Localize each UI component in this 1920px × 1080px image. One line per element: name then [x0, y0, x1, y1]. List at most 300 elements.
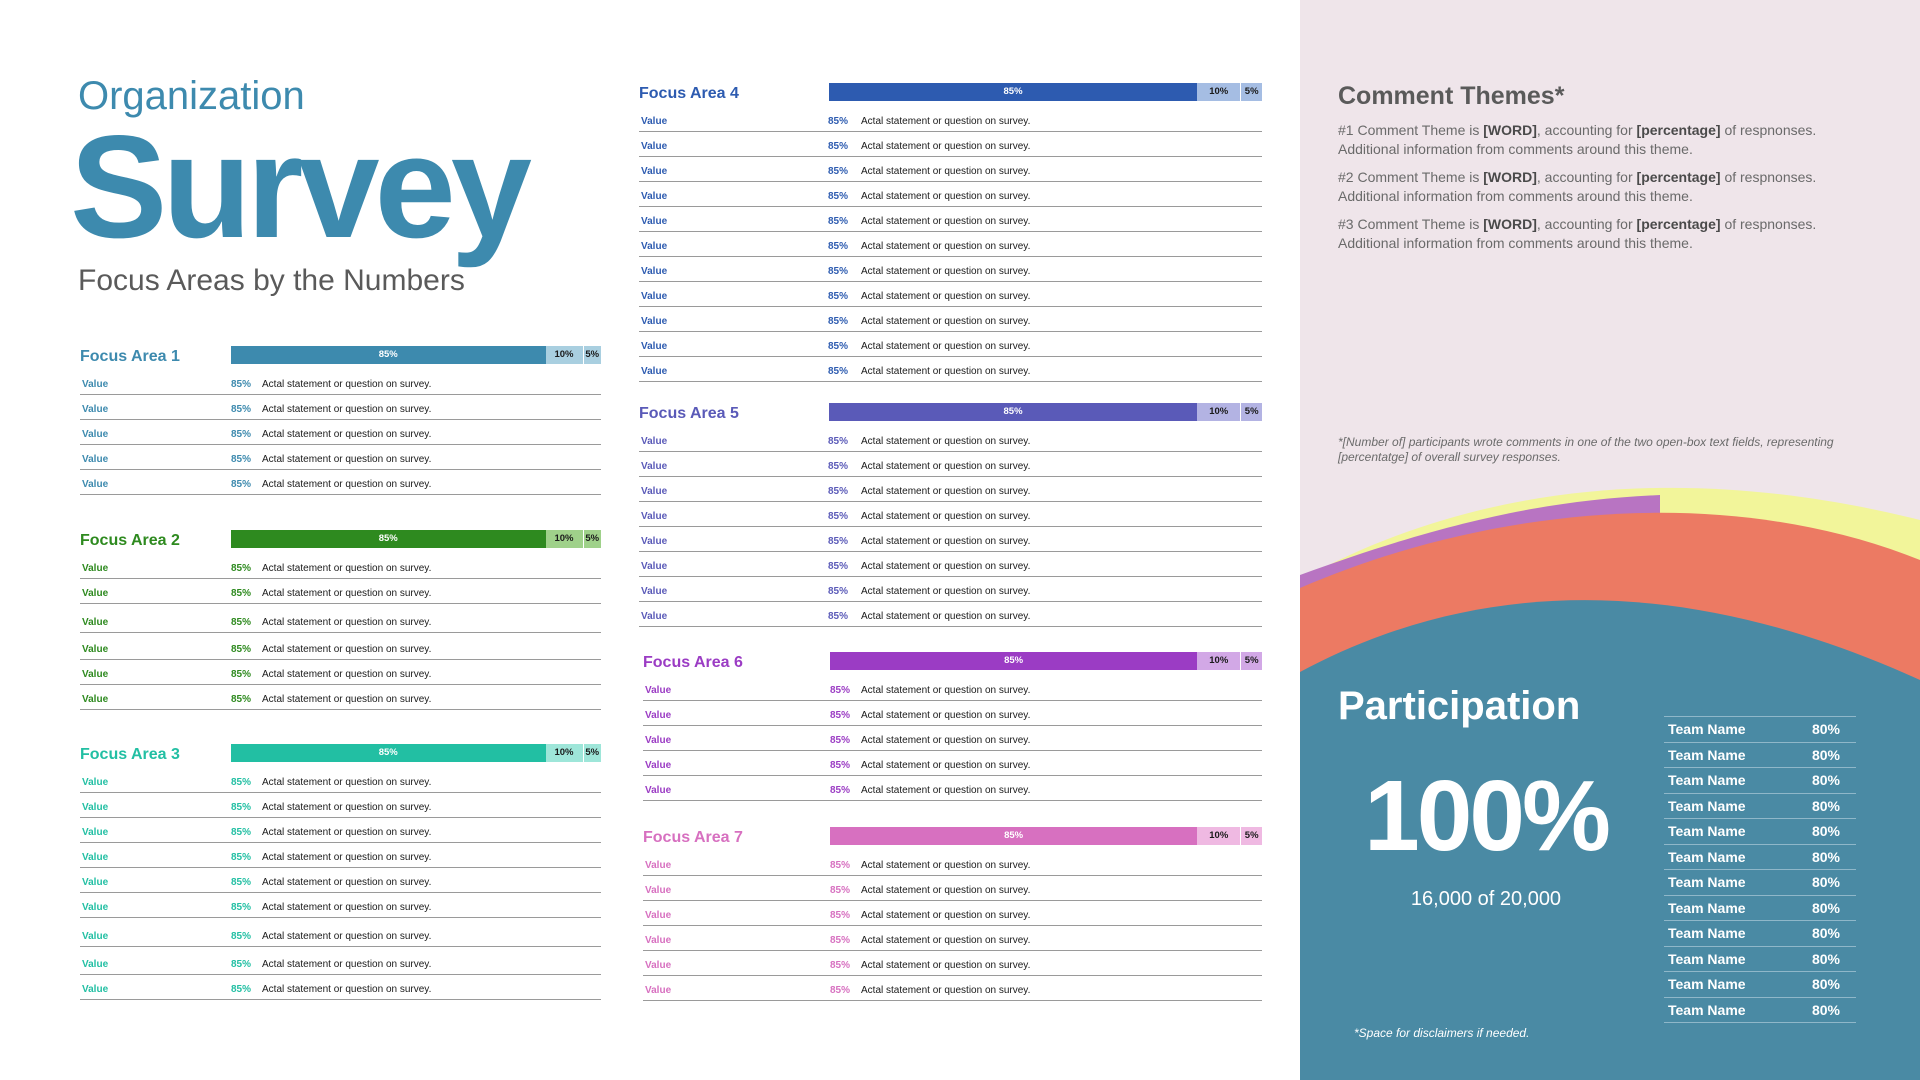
page-title: Survey: [70, 105, 527, 268]
row-percentage: 85%: [231, 877, 252, 888]
table-row: [639, 132, 1262, 157]
row-percentage: 85%: [828, 366, 849, 377]
row-label: Value: [641, 216, 668, 227]
row-label: Value: [82, 802, 109, 813]
table-row: [643, 726, 1262, 751]
table-row: [639, 602, 1262, 627]
team-percentage: 80%: [1811, 721, 1840, 737]
focus-area-title: Focus Area 3: [80, 746, 180, 763]
row-statement: Actal statement or question on survey.: [861, 860, 1031, 871]
row-statement: Actal statement or question on survey.: [262, 379, 432, 390]
table-row: [639, 232, 1262, 257]
row-label: Value: [82, 852, 109, 863]
row-percentage: 85%: [830, 960, 851, 971]
row-statement: Actal statement or question on survey.: [861, 511, 1031, 522]
row-label: Value: [641, 241, 668, 252]
theme-percentage: [percentage]: [1636, 216, 1721, 232]
team-name: Team Name: [1668, 899, 1746, 916]
table-row: [80, 420, 601, 445]
row-percentage: 85%: [828, 511, 849, 522]
row-percentage: 85%: [828, 216, 849, 227]
table-row: [643, 876, 1262, 901]
focus-area-4: [639, 83, 1262, 382]
focus-area-header: [80, 744, 601, 768]
row-label: Value: [641, 586, 668, 597]
row-percentage: 85%: [830, 860, 851, 871]
bar-segment-neutral: 10%: [546, 346, 583, 364]
team-row: [1664, 947, 1856, 973]
row-percentage: 85%: [231, 852, 252, 863]
table-row: [639, 527, 1262, 552]
team-row: [1664, 743, 1856, 769]
row-label: Value: [641, 191, 668, 202]
comment-themes-footnote: *[Number of] participants wrote comments in one of the two open-box text fields, representing [percentatge] of overall survey responses.: [1338, 435, 1834, 464]
row-percentage: 85%: [828, 316, 849, 327]
table-row: [639, 452, 1262, 477]
row-statement: Actal statement or question on survey.: [861, 141, 1031, 152]
row-statement: Actal statement or question on survey.: [861, 586, 1031, 597]
focus-area-header: [80, 530, 601, 554]
row-label: Value: [645, 685, 672, 696]
bar-segment-neutral: 10%: [1197, 403, 1240, 421]
row-label: Value: [82, 454, 109, 465]
focus-area-title: Focus Area 4: [639, 85, 739, 102]
row-percentage: 85%: [231, 802, 252, 813]
focus-area-1: [80, 346, 601, 495]
focus-area-bar: [830, 652, 1262, 670]
focus-area-title: Focus Area 6: [643, 654, 743, 671]
table-row: [639, 257, 1262, 282]
theme-prefix: #2 Comment Theme is: [1338, 169, 1484, 185]
row-label: Value: [641, 536, 668, 547]
row-label: Value: [82, 479, 109, 490]
table-row: [643, 676, 1262, 701]
row-percentage: 85%: [828, 241, 849, 252]
row-label: Value: [641, 116, 668, 127]
row-statement: Actal statement or question on survey.: [262, 984, 432, 995]
row-statement: Actal statement or question on survey.: [861, 960, 1031, 971]
row-percentage: 85%: [231, 931, 252, 942]
bar-segment-positive: 85%: [829, 403, 1197, 421]
focus-area-6: [643, 652, 1262, 801]
team-percentage: 80%: [1811, 797, 1840, 814]
table-row: [643, 951, 1262, 976]
row-percentage: 85%: [828, 291, 849, 302]
row-statement: Actal statement or question on survey.: [861, 536, 1031, 547]
row-statement: Actal statement or question on survey.: [861, 486, 1031, 497]
row-percentage: 85%: [231, 984, 252, 995]
row-statement: Actal statement or question on survey.: [262, 429, 432, 440]
focus-area-title: Focus Area 7: [643, 829, 743, 846]
row-percentage: 85%: [231, 644, 252, 655]
row-label: Value: [82, 563, 109, 574]
theme-suffix: of respnonses. Additional information from comments around this theme.: [1338, 216, 1817, 251]
row-label: Value: [82, 669, 109, 680]
row-label: Value: [82, 777, 109, 788]
theme-percentage: [percentage]: [1636, 169, 1721, 185]
focus-area-header: [643, 652, 1262, 676]
row-percentage: 85%: [828, 116, 849, 127]
row-label: Value: [82, 827, 109, 838]
row-statement: Actal statement or question on survey.: [262, 404, 432, 415]
row-percentage: 85%: [231, 454, 252, 465]
team-percentage: 80%: [1811, 925, 1840, 941]
table-row: [639, 427, 1262, 452]
focus-area-title: Focus Area 1: [80, 348, 180, 365]
row-label: Value: [82, 588, 109, 599]
table-row: [80, 370, 601, 395]
team-percentage: 80%: [1811, 1001, 1840, 1018]
team-name: Team Name: [1668, 848, 1746, 865]
focus-area-5: [639, 403, 1262, 627]
row-statement: Actal statement or question on survey.: [861, 366, 1031, 377]
row-label: Value: [645, 960, 672, 971]
table-row: [80, 918, 601, 947]
row-percentage: 85%: [231, 617, 252, 628]
row-statement: Actal statement or question on survey.: [861, 461, 1031, 472]
theme-percentage: [percentage]: [1636, 122, 1721, 138]
focus-area-bar: [231, 530, 601, 548]
org-label: Organization: [78, 74, 305, 118]
row-percentage: 85%: [830, 785, 851, 796]
table-row: [643, 701, 1262, 726]
row-percentage: 85%: [231, 777, 252, 788]
row-label: Value: [82, 404, 109, 415]
theme-word: [WORD]: [1483, 122, 1537, 138]
row-label: Value: [641, 366, 668, 377]
row-percentage: 85%: [231, 429, 252, 440]
table-row: [80, 470, 601, 495]
row-percentage: 85%: [828, 461, 849, 472]
focus-area-header: [80, 346, 601, 370]
row-statement: Actal statement or question on survey.: [861, 935, 1031, 946]
focus-area-bar: [830, 827, 1262, 845]
table-row: [80, 554, 601, 579]
team-name: Team Name: [1668, 950, 1746, 967]
row-label: Value: [641, 561, 668, 572]
table-row: [643, 976, 1262, 1001]
row-percentage: 85%: [830, 710, 851, 721]
theme-suffix: of respnonses. Additional information from comments around this theme.: [1338, 169, 1817, 204]
row-label: Value: [82, 644, 109, 655]
table-row: [80, 843, 601, 868]
table-row: [80, 445, 601, 470]
table-row: [80, 579, 601, 604]
row-label: Value: [641, 341, 668, 352]
focus-area-bar: [829, 83, 1262, 101]
row-statement: Actal statement or question on survey.: [262, 669, 432, 680]
row-label: Value: [645, 710, 672, 721]
team-row: [1664, 870, 1856, 896]
table-row: [80, 633, 601, 660]
row-percentage: 85%: [830, 735, 851, 746]
row-percentage: 85%: [830, 935, 851, 946]
disclaimer: *Space for disclaimers if needed.: [1354, 1026, 1530, 1040]
row-percentage: 85%: [231, 827, 252, 838]
row-statement: Actal statement or question on survey.: [861, 985, 1031, 996]
bar-segment-neutral: 10%: [546, 744, 583, 762]
comment-themes-title: Comment Themes*: [1338, 82, 1565, 110]
focus-area-title: Focus Area 5: [639, 405, 739, 422]
table-row: [639, 182, 1262, 207]
bar-segment-negative: 5%: [583, 744, 602, 762]
row-label: Value: [645, 985, 672, 996]
theme-prefix: #3 Comment Theme is: [1338, 216, 1484, 232]
row-label: Value: [82, 902, 109, 913]
table-row: [80, 685, 601, 710]
row-percentage: 85%: [231, 479, 252, 490]
row-label: Value: [641, 611, 668, 622]
participation-rate: 100%: [1364, 760, 1608, 872]
row-statement: Actal statement or question on survey.: [861, 760, 1031, 771]
team-row: [1664, 998, 1856, 1024]
row-statement: Actal statement or question on survey.: [861, 561, 1031, 572]
row-statement: Actal statement or question on survey.: [262, 563, 432, 574]
table-row: [639, 207, 1262, 232]
row-statement: Actal statement or question on survey.: [861, 611, 1031, 622]
row-statement: Actal statement or question on survey.: [262, 877, 432, 888]
row-statement: Actal statement or question on survey.: [262, 777, 432, 788]
team-row: [1664, 794, 1856, 820]
table-row: [80, 768, 601, 793]
table-row: [80, 604, 601, 633]
page-subtitle: Focus Areas by the Numbers: [78, 264, 465, 297]
row-statement: Actal statement or question on survey.: [861, 710, 1031, 721]
row-percentage: 85%: [231, 563, 252, 574]
row-label: Value: [645, 935, 672, 946]
table-row: [80, 893, 601, 918]
table-row: [639, 502, 1262, 527]
bar-segment-neutral: 10%: [1197, 652, 1240, 670]
team-row: [1664, 896, 1856, 922]
row-percentage: 85%: [231, 902, 252, 913]
team-percentage: 80%: [1811, 848, 1840, 865]
team-name: Team Name: [1668, 976, 1746, 992]
row-statement: Actal statement or question on survey.: [861, 116, 1031, 127]
row-percentage: 85%: [828, 191, 849, 202]
row-percentage: 85%: [830, 985, 851, 996]
team-name: Team Name: [1668, 797, 1746, 814]
table-row: [80, 793, 601, 818]
row-percentage: 85%: [830, 910, 851, 921]
participation-title: Participation: [1338, 684, 1581, 728]
team-name: Team Name: [1668, 772, 1746, 788]
focus-area-bar: [829, 403, 1262, 421]
row-percentage: 85%: [828, 561, 849, 572]
row-percentage: 85%: [231, 669, 252, 680]
table-row: [80, 868, 601, 893]
team-row: [1664, 845, 1856, 871]
table-row: [639, 307, 1262, 332]
row-statement: Actal statement or question on survey.: [861, 735, 1031, 746]
row-label: Value: [641, 486, 668, 497]
row-statement: Actal statement or question on survey.: [262, 852, 432, 863]
table-row: [643, 776, 1262, 801]
participation-count: 16,000 of 20,000: [1410, 888, 1562, 910]
row-percentage: 85%: [830, 685, 851, 696]
team-row: [1664, 819, 1856, 845]
theme-word: [WORD]: [1483, 169, 1537, 185]
row-label: Value: [641, 511, 668, 522]
row-label: Value: [641, 166, 668, 177]
focus-area-2: [80, 530, 601, 710]
row-label: Value: [82, 984, 109, 995]
team-percentage: 80%: [1811, 950, 1840, 967]
row-percentage: 85%: [828, 166, 849, 177]
team-name: Team Name: [1668, 721, 1746, 737]
team-name: Team Name: [1668, 874, 1746, 890]
row-statement: Actal statement or question on survey.: [861, 216, 1031, 227]
focus-area-title: Focus Area 2: [80, 532, 180, 549]
row-statement: Actal statement or question on survey.: [262, 802, 432, 813]
row-percentage: 85%: [828, 486, 849, 497]
row-percentage: 85%: [231, 959, 252, 970]
row-statement: Actal statement or question on survey.: [861, 291, 1031, 302]
row-percentage: 85%: [828, 536, 849, 547]
table-row: [643, 851, 1262, 876]
team-row: [1664, 921, 1856, 947]
focus-area-7: [643, 827, 1262, 1001]
row-statement: Actal statement or question on survey.: [262, 617, 432, 628]
table-row: [639, 477, 1262, 502]
row-label: Value: [82, 429, 109, 440]
focus-area-3: [80, 744, 601, 1000]
bar-segment-positive: 85%: [231, 744, 546, 762]
row-percentage: 85%: [231, 404, 252, 415]
table-row: [639, 577, 1262, 602]
row-statement: Actal statement or question on survey.: [262, 644, 432, 655]
row-label: Value: [82, 877, 109, 888]
row-label: Value: [645, 860, 672, 871]
row-percentage: 85%: [828, 586, 849, 597]
focus-area-header: [639, 403, 1262, 427]
right-panel: [1300, 0, 1920, 1080]
row-statement: Actal statement or question on survey.: [262, 588, 432, 599]
table-row: [80, 395, 601, 420]
row-percentage: 85%: [231, 694, 252, 705]
row-statement: Actal statement or question on survey.: [262, 694, 432, 705]
table-row: [639, 282, 1262, 307]
team-percentage: 80%: [1811, 899, 1840, 916]
row-statement: Actal statement or question on survey.: [861, 266, 1031, 277]
theme-word: [WORD]: [1483, 216, 1537, 232]
row-statement: Actal statement or question on survey.: [861, 316, 1031, 327]
team-row: [1664, 972, 1856, 998]
bar-segment-positive: 85%: [829, 83, 1197, 101]
row-label: Value: [645, 785, 672, 796]
table-row: [639, 552, 1262, 577]
row-statement: Actal statement or question on survey.: [262, 827, 432, 838]
row-label: Value: [82, 959, 109, 970]
table-row: [639, 332, 1262, 357]
row-percentage: 85%: [231, 588, 252, 599]
bar-segment-neutral: 10%: [1197, 83, 1240, 101]
row-percentage: 85%: [828, 266, 849, 277]
team-name: Team Name: [1668, 1001, 1746, 1018]
table-row: [80, 660, 601, 685]
row-percentage: 85%: [830, 885, 851, 896]
team-percentage: 80%: [1811, 772, 1840, 788]
row-statement: Actal statement or question on survey.: [262, 479, 432, 490]
team-name: Team Name: [1668, 746, 1746, 763]
focus-area-bar: [231, 744, 601, 762]
row-percentage: 85%: [830, 760, 851, 771]
focus-area-header: [639, 83, 1262, 107]
row-statement: Actal statement or question on survey.: [861, 885, 1031, 896]
row-percentage: 85%: [828, 611, 849, 622]
theme-mid: , accounting for: [1536, 216, 1637, 232]
team-percentage: 80%: [1811, 874, 1840, 890]
table-row: [80, 947, 601, 975]
bar-segment-neutral: 10%: [546, 530, 583, 548]
header: [70, 76, 590, 296]
row-statement: Actal statement or question on survey.: [861, 241, 1031, 252]
row-percentage: 85%: [828, 141, 849, 152]
theme-prefix: #1 Comment Theme is: [1338, 122, 1484, 138]
row-percentage: 85%: [828, 341, 849, 352]
row-percentage: 85%: [828, 436, 849, 447]
row-statement: Actal statement or question on survey.: [861, 910, 1031, 921]
row-label: Value: [641, 266, 668, 277]
table-row: [643, 926, 1262, 951]
table-row: [639, 157, 1262, 182]
row-statement: Actal statement or question on survey.: [262, 902, 432, 913]
row-statement: Actal statement or question on survey.: [861, 166, 1031, 177]
row-label: Value: [641, 436, 668, 447]
focus-area-bar: [231, 346, 601, 364]
row-statement: Actal statement or question on survey.: [262, 959, 432, 970]
row-label: Value: [641, 316, 668, 327]
team-list: [1664, 716, 1856, 1023]
table-row: [80, 818, 601, 843]
bar-segment-negative: 5%: [583, 530, 602, 548]
row-statement: Actal statement or question on survey.: [262, 454, 432, 465]
row-percentage: 85%: [231, 379, 252, 390]
team-percentage: 80%: [1811, 976, 1840, 992]
table-row: [639, 107, 1262, 132]
row-label: Value: [645, 760, 672, 771]
table-row: [643, 901, 1262, 926]
bar-segment-negative: 5%: [1240, 403, 1262, 421]
table-row: [80, 975, 601, 1000]
theme-suffix: of respnonses. Additional information from comments around this theme.: [1338, 122, 1817, 157]
team-percentage: 80%: [1811, 746, 1840, 763]
row-label: Value: [82, 617, 109, 628]
theme-mid: , accounting for: [1536, 169, 1637, 185]
row-label: Value: [641, 141, 668, 152]
row-label: Value: [82, 694, 109, 705]
row-statement: Actal statement or question on survey.: [861, 785, 1031, 796]
bar-segment-negative: 5%: [1240, 83, 1262, 101]
bar-segment-positive: 85%: [830, 827, 1197, 845]
row-statement: Actal statement or question on survey.: [861, 685, 1031, 696]
bar-segment-neutral: 10%: [1197, 827, 1240, 845]
row-label: Value: [82, 931, 109, 942]
bar-segment-positive: 85%: [830, 652, 1197, 670]
team-percentage: 80%: [1811, 823, 1840, 839]
table-row: [639, 357, 1262, 382]
theme-mid: , accounting for: [1536, 122, 1637, 138]
row-label: Value: [645, 910, 672, 921]
bar-segment-negative: 5%: [583, 346, 602, 364]
focus-area-header: [643, 827, 1262, 851]
row-label: Value: [641, 461, 668, 472]
row-statement: Actal statement or question on survey.: [262, 931, 432, 942]
team-name: Team Name: [1668, 925, 1746, 941]
team-name: Team Name: [1668, 823, 1746, 839]
table-row: [643, 751, 1262, 776]
team-row: [1664, 717, 1856, 743]
